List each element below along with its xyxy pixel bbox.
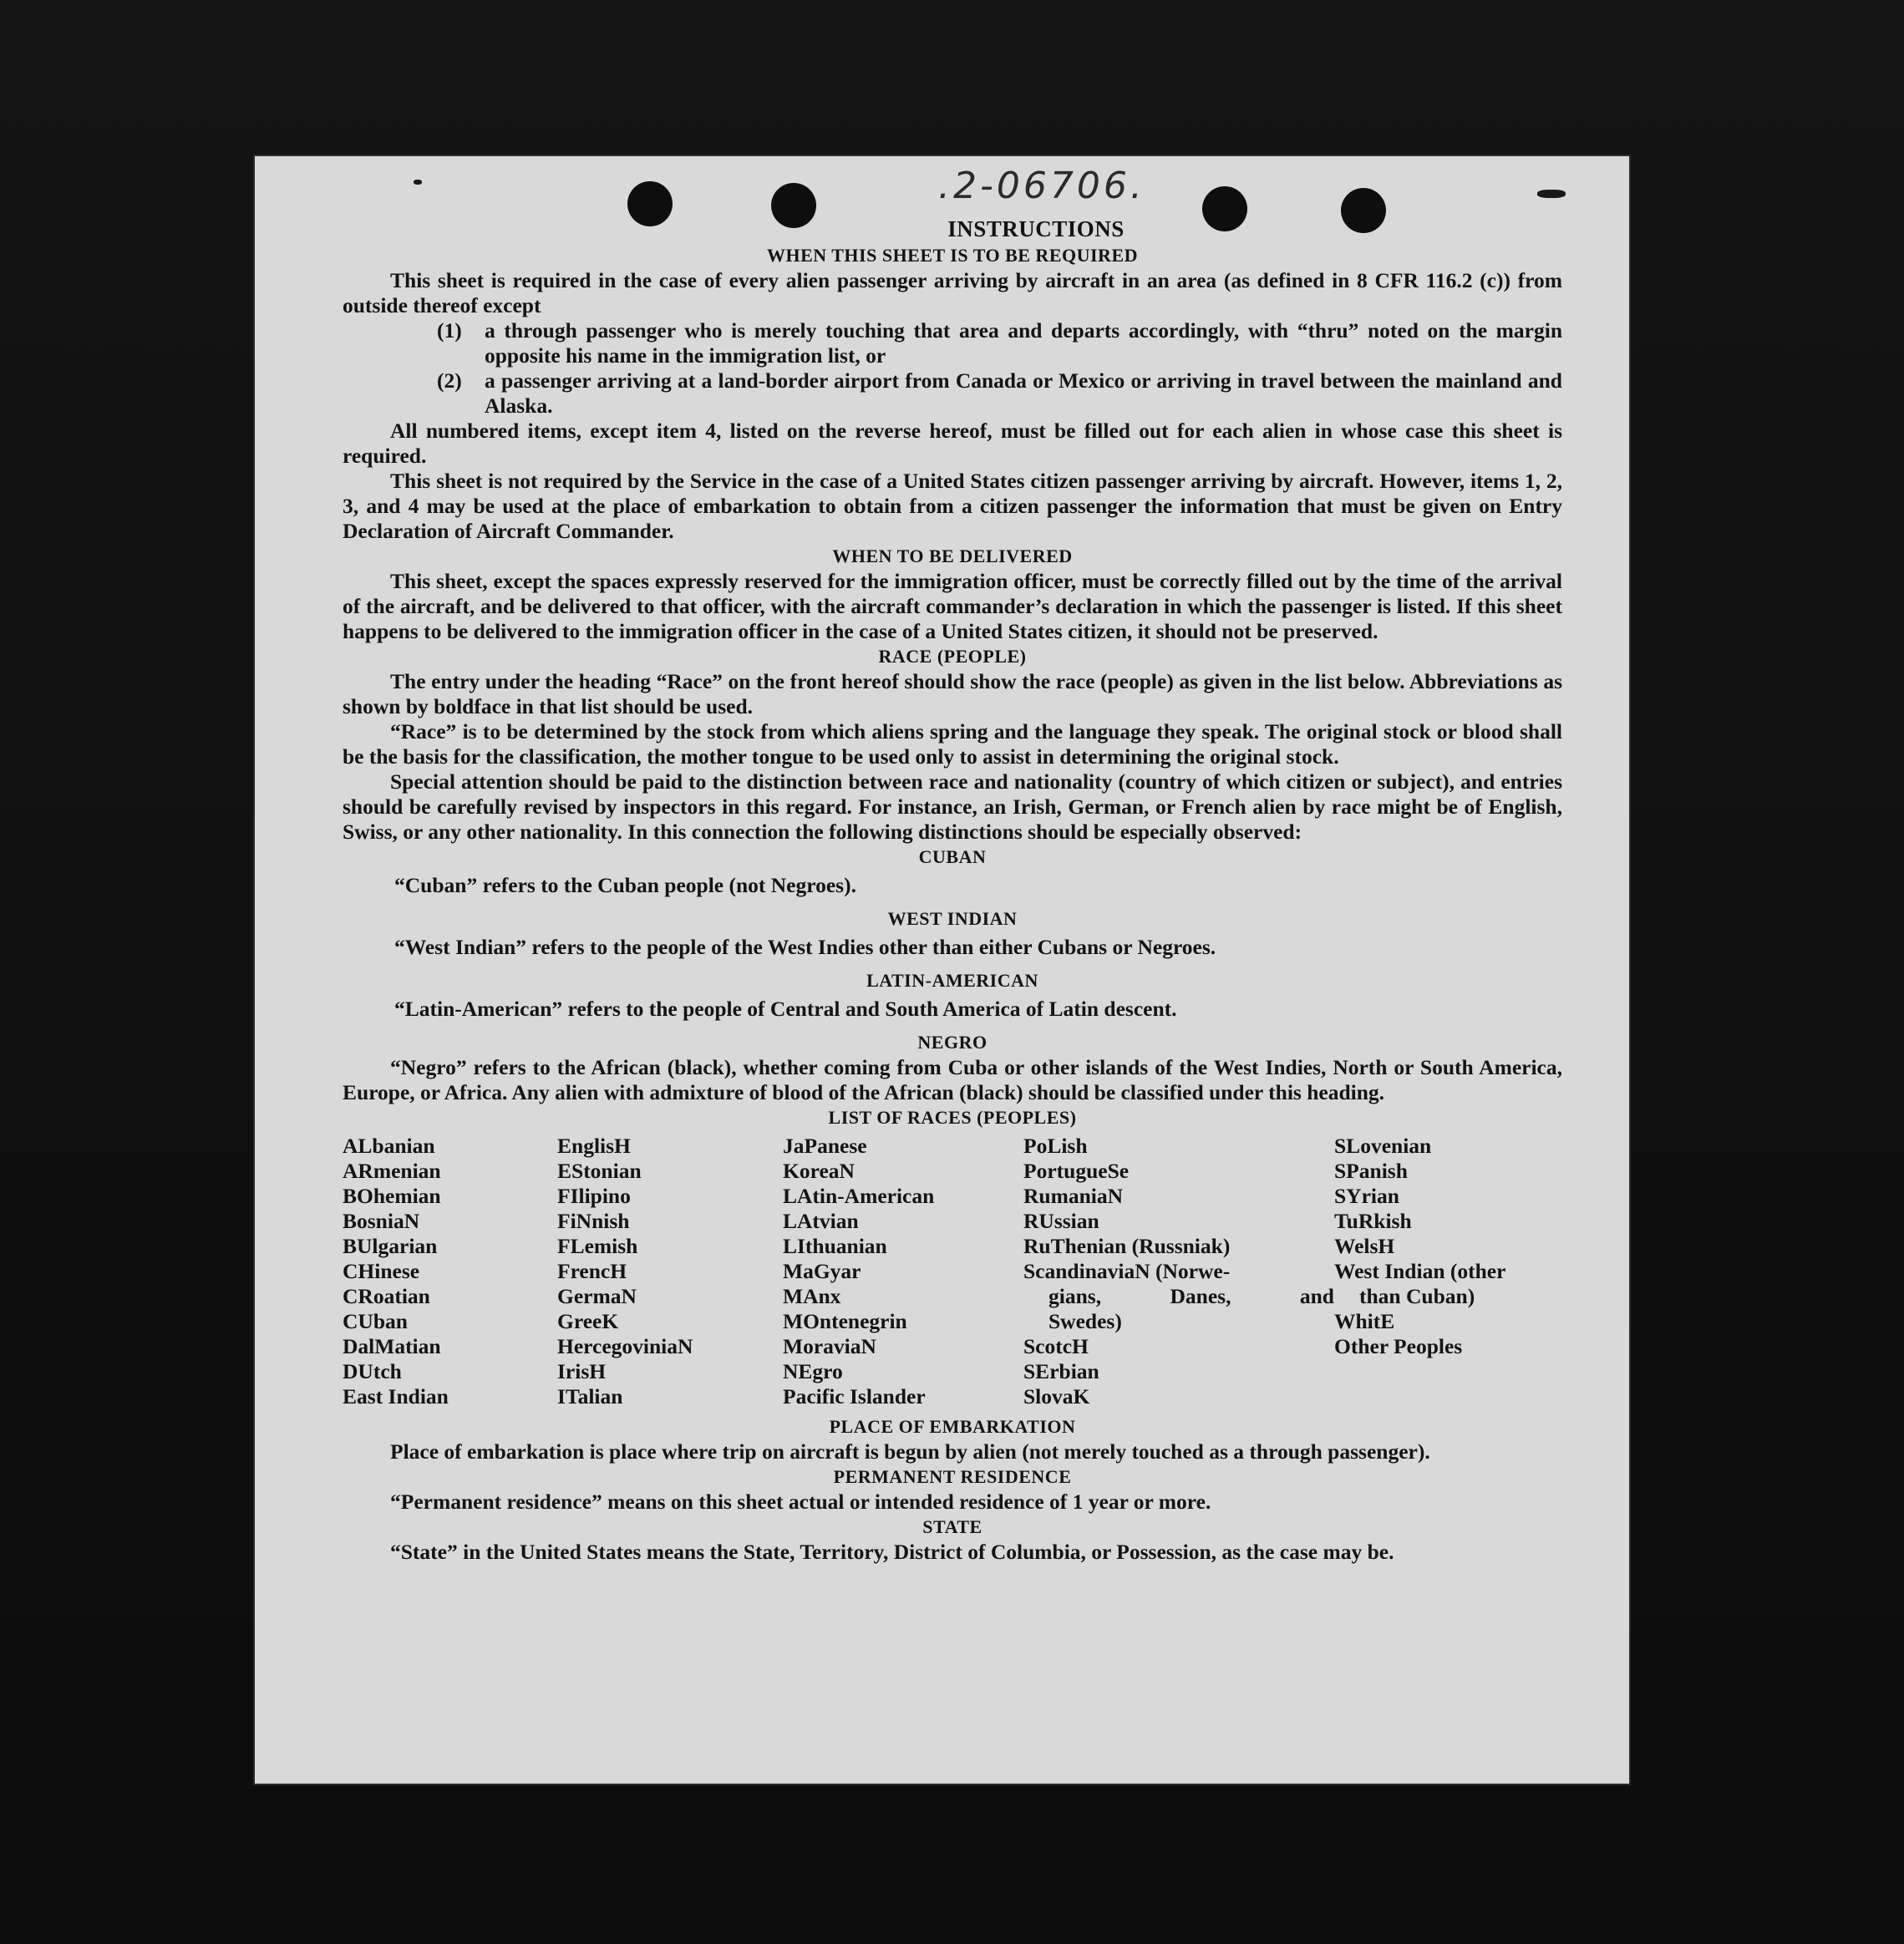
citizen-paragraph: This sheet is not required by the Service in the case of a United States citizen passenger arriving by aircraft. However, items 1, 2, 3, and 4 may be used at the place of embarkation to obtain from a citizen passenger the information that must be given on Entry Declaration of Aircraft Commander.: [343, 469, 1562, 543]
race-entry: LAtvian: [783, 1209, 859, 1233]
item-number: (1): [437, 318, 462, 343]
race-entry: NEgro: [783, 1359, 843, 1383]
embarkation-paragraph: Place of embarkation is place where trip on aircraft is begun by alien (not merely touched as a through passenger).: [390, 1439, 1430, 1464]
race-entry: CUban: [343, 1309, 408, 1333]
race-entry: CHinese: [343, 1259, 420, 1283]
race-paragraph-2: “Race” is to be determined by the stock from which aliens spring and the language they speak. The original stock or blood shall be the basis for the classification, the mother tongue to be used only to assist in determining the original stock.: [343, 719, 1562, 769]
race-entry: CRoatian: [343, 1284, 430, 1308]
race-entry: HercegoviniaN: [557, 1334, 693, 1358]
race-entry: Other Peoples: [1334, 1334, 1463, 1358]
race-entry: WelsH: [1334, 1234, 1395, 1258]
race-entry: SLovenian: [1334, 1134, 1432, 1158]
item-text: a through passenger who is merely touching that area and departs accordingly, with “thru” noted on the margin opposite his name in the immigration list, or: [485, 318, 1562, 368]
race-entry: RumaniaN: [1023, 1184, 1124, 1208]
section-heading-embarkation: PLACE OF EMBARKATION: [829, 1416, 1076, 1437]
race-entry: PortugueSe: [1023, 1159, 1130, 1183]
item-text: a passenger arriving at a land-border airport from Canada or Mexico or arriving in travel between the mainland and Alaska.: [485, 368, 1562, 418]
race-entry: GermaN: [557, 1284, 637, 1308]
race-list: [343, 1134, 1562, 1409]
race-paragraph-3: Special attention should be paid to the distinction between race and nationality (country of which citizen or subject), and entries should be carefully revised by inspectors in this regard. For instance, an Irish, German, or French alien by race might be of English, Swiss, or any other nationality. In this connection the following distinctions should be especially observed:: [343, 769, 1562, 844]
ink-mark: [414, 180, 422, 185]
residence-paragraph: “Permanent residence” means on this sheet actual or intended residence of 1 year or more.: [390, 1490, 1211, 1514]
section-heading-list-of-races: LIST OF RACES (PEOPLES): [828, 1107, 1077, 1128]
state-paragraph: “State” in the United States means the State, Territory, District of Columbia, or Possession, as the case may be.: [390, 1540, 1394, 1564]
race-entry: RuThenian (Russniak): [1023, 1234, 1231, 1258]
numbered-items-paragraph: All numbered items, except item 4, listed on the reverse hereof, must be filled out for each alien in whose case this sheet is required.: [343, 419, 1562, 468]
race-entry: ScandinaviaN (Norwe-: [1023, 1259, 1231, 1283]
race-entry: Swedes): [1048, 1309, 1122, 1333]
race-entry: FLemish: [557, 1234, 638, 1258]
section-heading-residence: PERMANENT RESIDENCE: [833, 1466, 1072, 1487]
latin-american-note: “Latin-American” refers to the people of Central and South America of Latin descent.: [394, 997, 1177, 1021]
race-entry: SYrian: [1334, 1184, 1399, 1208]
race-entry: MOntenegrin: [783, 1309, 907, 1333]
race-entry: than Cuban): [1359, 1284, 1475, 1308]
race-entry: LAtin-American: [783, 1184, 935, 1208]
race-column: [1023, 1134, 1334, 1409]
race-column: [783, 1134, 1023, 1409]
race-entry: MoraviaN: [783, 1334, 876, 1358]
section-heading-negro: NEGRO: [917, 1032, 988, 1053]
race-entry: gians, Danes, and: [1048, 1284, 1334, 1308]
race-column: [557, 1134, 783, 1409]
item-number: (2): [437, 368, 462, 393]
race-entry: FiNnish: [557, 1209, 630, 1233]
race-entry: PoLish: [1023, 1134, 1088, 1158]
exception-item: [437, 368, 1562, 419]
delivered-paragraph: This sheet, except the spaces expressly reserved for the immigration officer, must be correctly filled out by the time of the arrival of the aircraft, and be delivered to that officer, with the aircraft commander’s declaration in which the passenger is listed. If this sheet happens to be delivered to the immigration officer in the case of a United States citizen, it should not be preserved.: [343, 569, 1562, 643]
race-entry: BOhemian: [343, 1184, 441, 1208]
race-entry: GreeK: [557, 1309, 619, 1333]
race-entry: EStonian: [557, 1159, 642, 1183]
section-heading-race: RACE (PEOPLE): [878, 646, 1027, 667]
race-entry: WhitE: [1334, 1309, 1395, 1333]
race-entry: ALbanian: [343, 1134, 435, 1158]
race-entry: DalMatian: [343, 1334, 441, 1358]
race-entry: Pacific Islander: [783, 1384, 926, 1409]
race-entry: RUssian: [1023, 1209, 1099, 1233]
race-column: [1334, 1134, 1562, 1409]
exception-item: [437, 318, 1562, 368]
section-heading-west-indian: WEST INDIAN: [887, 908, 1018, 929]
race-entry: MaGyar: [783, 1259, 861, 1283]
page-title: INSTRUCTIONS: [947, 216, 1125, 241]
west-indian-note: “West Indian” refers to the people of the West Indies other than either Cubans or Negroes.: [394, 935, 1216, 959]
section-heading-cuban: CUBAN: [918, 846, 987, 867]
negro-paragraph: “Negro” refers to the African (black), whether coming from Cuba or other islands of the West Indies, North or South America, Europe, or Africa. Any alien with admixture of blood of the African (black) should be classified under this heading.: [343, 1055, 1562, 1104]
race-entry: ITalian: [557, 1384, 623, 1409]
race-entry: FrencH: [557, 1259, 627, 1283]
race-entry: BosniaN: [343, 1209, 420, 1233]
stamp-number: .2-06706.: [938, 165, 1145, 207]
race-entry: EnglisH: [557, 1134, 631, 1158]
section-heading-when-required: WHEN THIS SHEET IS TO BE REQUIRED: [766, 245, 1139, 266]
race-entry: SlovaK: [1023, 1384, 1090, 1409]
race-entry: JaPanese: [783, 1134, 867, 1158]
race-entry: FIlipino: [557, 1184, 631, 1208]
section-heading-when-delivered: WHEN TO BE DELIVERED: [832, 546, 1073, 566]
race-entry: DUtch: [343, 1359, 402, 1383]
race-paragraph-1: The entry under the heading “Race” on the front hereof should show the race (people) as given in the list below. Abbreviations as shown by boldface in that list should be used.: [343, 669, 1562, 718]
race-entry: SPanish: [1334, 1159, 1408, 1183]
ink-mark: [1537, 190, 1566, 198]
race-entry: IrisH: [557, 1359, 607, 1383]
race-entry: ScotcH: [1023, 1334, 1089, 1358]
section-heading-latin-american: LATIN-AMERICAN: [866, 970, 1038, 991]
race-entry: TuRkish: [1334, 1209, 1412, 1233]
race-entry: BUlgarian: [343, 1234, 438, 1258]
instructions-content: [343, 216, 1562, 1565]
race-entry: East Indian: [343, 1384, 449, 1409]
intro-paragraph: This sheet is required in the case of every alien passenger arriving by aircraft in an area (as defined in 8 CFR 116.2 (c)) from outside thereof except: [343, 268, 1562, 317]
race-entry: SErbian: [1023, 1359, 1099, 1383]
race-entry: ARmenian: [343, 1159, 441, 1183]
race-column: [343, 1134, 557, 1409]
cuban-note: “Cuban” refers to the Cuban people (not Negroes).: [394, 873, 856, 897]
section-heading-state: STATE: [922, 1516, 982, 1537]
race-entry: West Indian (other: [1334, 1259, 1506, 1283]
race-entry: MAnx: [783, 1284, 841, 1308]
instruction-sheet: [255, 156, 1629, 1784]
race-entry: LIthuanian: [783, 1234, 887, 1258]
race-entry: KoreaN: [783, 1159, 855, 1183]
